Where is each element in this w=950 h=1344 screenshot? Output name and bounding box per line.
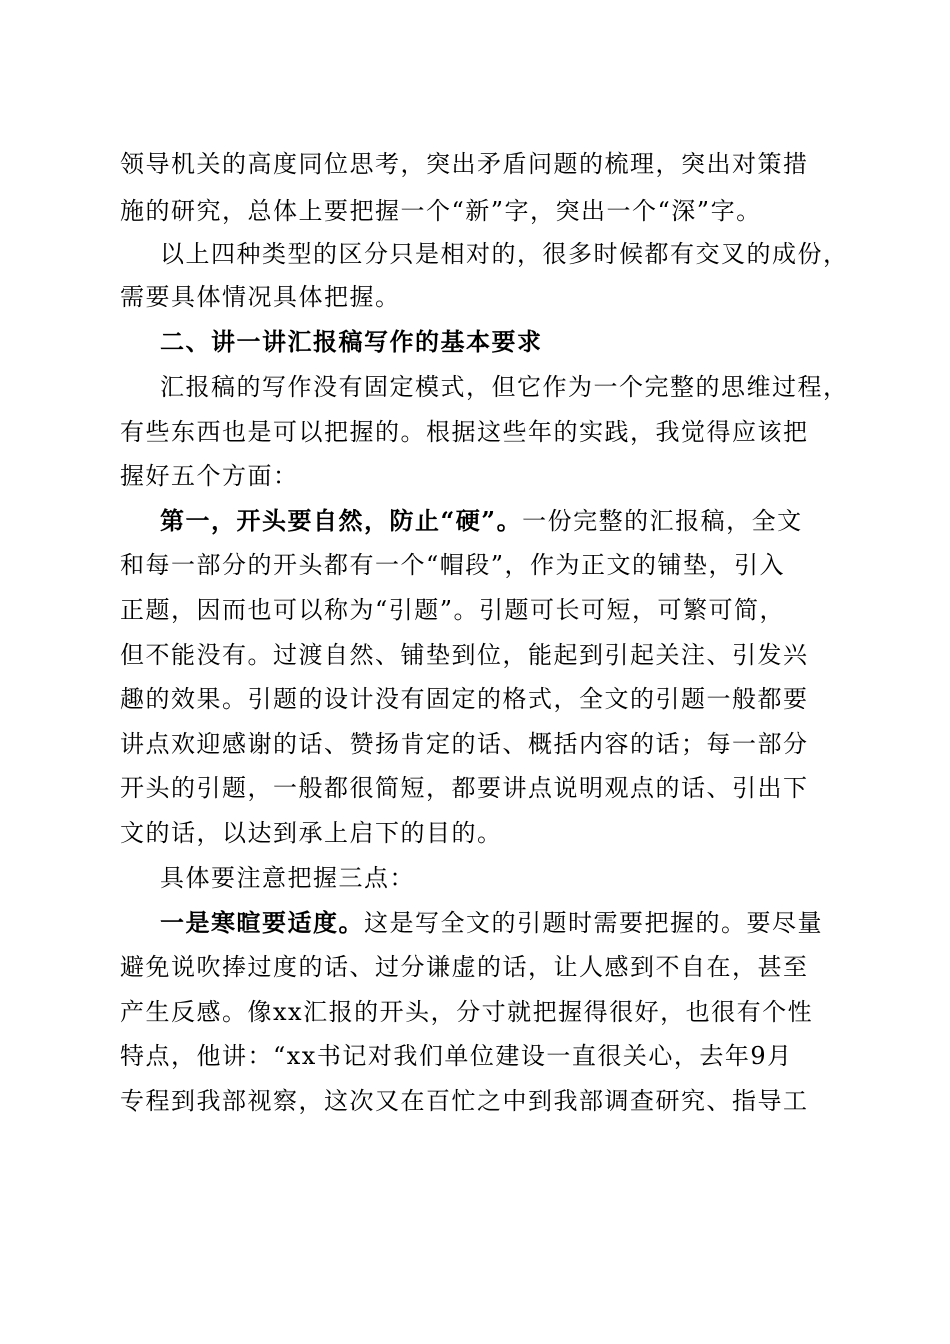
text-line: 文的话，以达到承上启下的目的。 — [120, 819, 503, 847]
text-line: 以上四种类型的区分只是相对的，很多时候都有交叉的成份， — [160, 240, 849, 268]
text-line: 需要具体情况具体把握。 — [120, 283, 401, 311]
text-line: 和每一部分的开头都有一个“帽段”，作为正文的铺垫，引入 — [120, 551, 786, 579]
text-line: 产生反感。像xx汇报的开头，分寸就把握得很好，也很有个性 — [120, 998, 814, 1026]
text-line: 握好五个方面： — [120, 462, 299, 490]
text-line: 汇报稿的写作没有固定模式，但它作为一个完整的思维过程， — [160, 373, 849, 401]
text-line: 有些东西也是可以把握的。根据这些年的实践，我觉得应该把 — [120, 418, 809, 446]
text-line: 专程到我部视察，这次又在百忙之中到我部调查研究、指导工 — [120, 1087, 809, 1115]
text-line: 特点，他讲：“xx书记对我们单位建设一直很关心，去年9月 — [120, 1042, 793, 1070]
text-line: 开头的引题，一般都很简短，都要讲点说明观点的话、引出下 — [120, 774, 809, 802]
text-line: 趣的效果。引题的设计没有固定的格式，全文的引题一般都要 — [120, 685, 809, 713]
text-line: 正题，因而也可以称为“引题”。引题可长可短，可繁可简， — [120, 596, 786, 624]
text-run: 一份完整的汇报稿，全文 — [522, 507, 803, 535]
text-line: 但不能没有。过渡自然、铺垫到位，能起到引起关注、引发兴 — [120, 641, 809, 669]
text-line: 讲点欢迎感谢的话、赞扬肯定的话、概括内容的话；每一部分 — [120, 730, 809, 758]
text-line: 领导机关的高度同位思考，突出矛盾问题的梳理，突出对策措 — [120, 150, 809, 178]
text-run: 这是写全文的引题时需要把握的。要尽量 — [364, 909, 823, 937]
point-heading: 一是寒暄要适度。 — [160, 908, 364, 937]
text-line — [160, 501, 830, 541]
text-line — [160, 903, 830, 943]
point-heading: 第一，开头要自然，防止“硬”。 — [160, 506, 523, 535]
text-line: 避免说吹捧过度的话、过分谦虚的话，让人感到不自在，甚至 — [120, 953, 809, 981]
text-line: 具体要注意把握三点： — [160, 864, 415, 892]
section-heading: 二、讲一讲汇报稿写作的基本要求 — [160, 328, 543, 356]
text-line: 施的研究，总体上要把握一个“新”字，突出一个“深”字。 — [120, 197, 762, 225]
